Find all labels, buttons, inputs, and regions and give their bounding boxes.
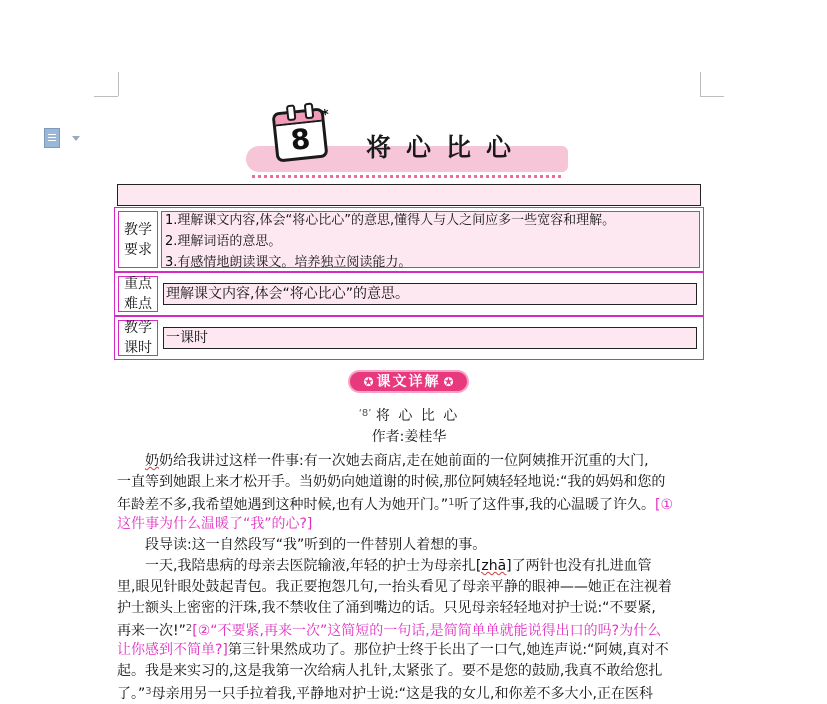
article-text: [zhā]	[475, 558, 512, 574]
goals-label: 教学 要求	[118, 211, 158, 268]
table-header-bar	[117, 184, 701, 206]
article-line	[117, 514, 312, 534]
article-line	[117, 493, 673, 515]
crop-mark-right-vertical	[700, 72, 701, 96]
article-text: 起。我是来实习的,这是我第一次给病人扎针,太紧张了。要不是您的鼓励,我真不敢给您扎	[117, 663, 663, 679]
article-line	[117, 661, 662, 681]
article-text: 母亲用另一只手拉着我,平静地对护士说:“这是我的女儿,和你差不多大小,正在医科	[151, 686, 653, 702]
crop-mark-right-horizontal	[700, 96, 724, 97]
footnote-marker: 1	[448, 497, 455, 508]
class-time-label: 教学 课时	[118, 320, 158, 356]
footnote-marker: 3	[145, 686, 152, 697]
question-note: 让你感到不简单?]	[117, 642, 228, 658]
crop-mark-left-horizontal	[94, 96, 118, 97]
class-time-row	[114, 316, 704, 360]
article-text: 再来一次!”	[117, 623, 186, 639]
crop-mark-left-vertical	[118, 72, 119, 96]
article-heading	[117, 404, 701, 426]
article-text: 奶给我讲过这样一件事:有一次她去商店,走在她前面的一位阿姨推开沉重的大门,	[159, 453, 649, 469]
star-icon: ✪	[443, 374, 454, 389]
lesson-star: *	[320, 106, 330, 124]
article-text: 一直等到她跟上来才松开手。当奶奶向她道谢的时候,那位阿姨轻轻地说:“我的妈妈和您的	[117, 474, 666, 490]
article-text: 里,眼见针眼处鼓起青包。我正要抱怨几句,一抬头看见了母亲平静的眼神——她正在注视着	[117, 579, 672, 595]
question-note: [①	[654, 497, 673, 513]
key-points-text: 理解课文内容,体会“将心比心”的意思。	[163, 283, 697, 305]
article-line	[117, 619, 661, 641]
article-text: 年龄差不多,我希望她遇到这种时候,也有人为她开门。”	[117, 497, 449, 513]
key-points-label: 重点 难点	[118, 276, 158, 312]
article-text: 奶	[145, 453, 159, 469]
ring-icon	[304, 102, 315, 119]
document-options-icon[interactable]	[44, 128, 80, 150]
article-line	[117, 556, 652, 576]
chevron-down-icon	[72, 136, 80, 141]
star-icon: ✪	[363, 374, 374, 389]
section-badge-label: 课文详解	[376, 373, 441, 390]
question-note: 这件事为什么温暖了“我”的心?]	[117, 516, 313, 532]
key-points-row	[114, 272, 704, 316]
goal-item: 2.理解词语的意思。	[165, 234, 282, 249]
article-line	[117, 598, 656, 618]
class-time-text: 一课时	[163, 327, 697, 349]
article-text: 段导读:这一自然段写“我”听到的一件替别人着想的事。	[145, 537, 487, 553]
question-note: [②“不要紧,再来一次”这简短的一句话,是简简单单就能说得出口的吗?为什么	[192, 623, 662, 639]
goals-row	[114, 207, 704, 272]
lesson-number: 8	[289, 122, 312, 157]
article-text: 听了这件事,我的心温暖了许久。	[454, 497, 655, 513]
goals-list	[165, 210, 615, 273]
article-text: 一天,我陪患病的母亲去医院输液,年轻的护士为母亲扎	[145, 558, 476, 574]
article-text: 护士额头上密密的汗珠,我不禁收住了涌到嘴边的话。只见母亲轻轻地对护士说:“不要紧,	[117, 600, 656, 616]
goal-item: 1.理解课文内容,体会“将心比心”的意思,懂得人与人之间应多一些宽容和理解。	[165, 213, 616, 228]
article-line	[117, 535, 486, 555]
article-heading-title: 将 心 比 心	[375, 408, 460, 424]
section-badge	[348, 370, 469, 393]
article-line	[117, 577, 672, 597]
article-author: 作者:姜桂华	[371, 429, 447, 445]
ring-icon	[286, 104, 297, 121]
article-line	[117, 451, 649, 471]
footnote-marker: 2	[185, 623, 193, 634]
article-line	[117, 472, 665, 492]
article-line	[117, 640, 669, 660]
article-text: 了两针也没有扎进血管	[511, 558, 652, 574]
document-icon	[44, 128, 60, 148]
article-heading-number: ‘8’	[358, 408, 372, 419]
article-text: 了。”	[117, 686, 146, 702]
article-line	[117, 682, 653, 704]
calendar-icon	[272, 107, 329, 162]
lesson-title: 将心比心	[366, 133, 527, 162]
article-text: 第三针果然成功了。那位护士终于长出了一口气,她连声说:“阿姨,真对不	[227, 642, 669, 658]
goal-item: 3.有感情地朗读课文。培养独立阅读能力。	[165, 255, 412, 270]
